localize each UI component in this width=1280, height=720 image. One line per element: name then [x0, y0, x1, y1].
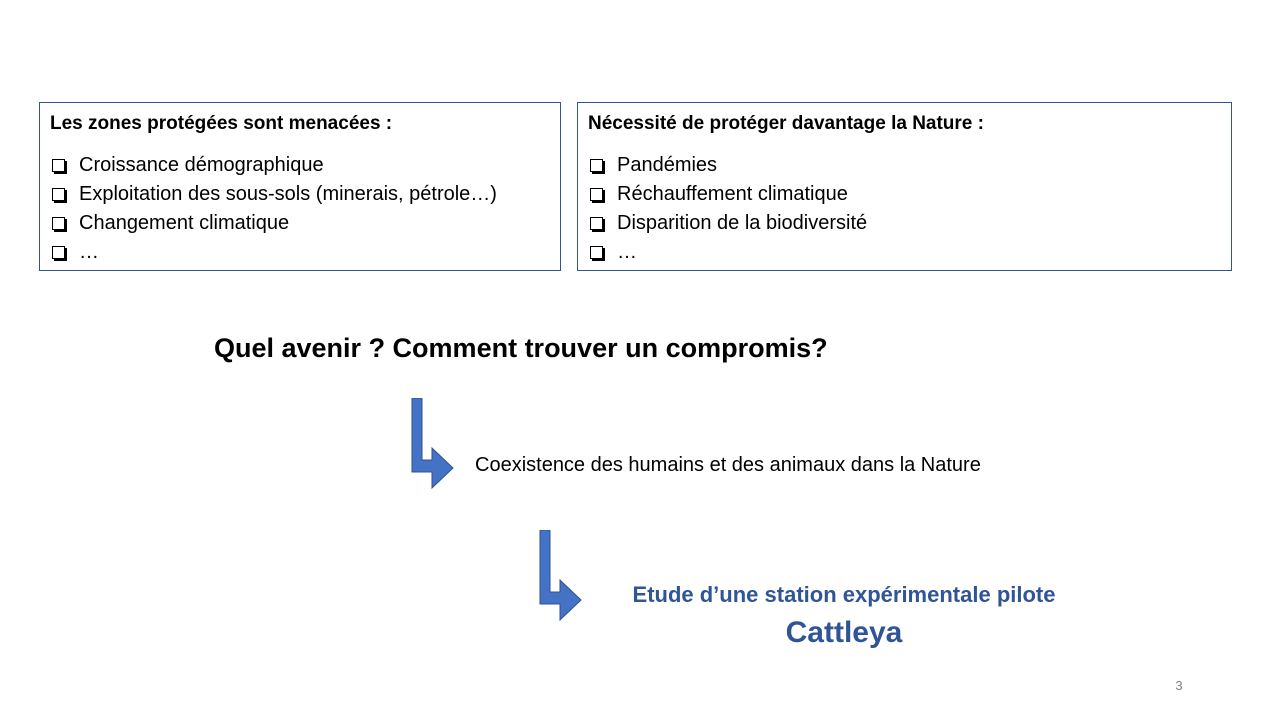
- needs-box: [577, 102, 1232, 271]
- list-item-label: Pandémies: [617, 154, 718, 176]
- list-item-label: Disparition de la biodiversité: [617, 212, 868, 234]
- checkbox-icon: [590, 246, 603, 259]
- list-item-label: …: [79, 241, 99, 263]
- list-item-label: Exploitation des sous-sols (minerais, pétrole…): [79, 183, 497, 205]
- needs-title: Nécessité de protéger davantage la Nature :: [588, 113, 984, 134]
- page-number: 3: [1175, 678, 1183, 693]
- station-name: Cattleya: [785, 616, 903, 649]
- list-item: [50, 209, 497, 238]
- threats-title: Les zones protégées sont menacées :: [50, 113, 393, 134]
- bent-arrow-right-icon: [410, 398, 456, 490]
- list-item-label: Réchauffement climatique: [617, 183, 848, 205]
- list-item: [588, 209, 867, 238]
- needs-list: [588, 151, 867, 267]
- bent-arrow-right-icon: [538, 530, 584, 622]
- study-title: Etude d’une station expérimentale pilote: [632, 582, 1056, 607]
- list-item: [588, 180, 867, 209]
- checkbox-icon: [52, 159, 65, 172]
- checkbox-icon: [590, 217, 603, 230]
- list-item: [588, 151, 867, 180]
- list-item: [50, 180, 497, 209]
- coexistence-text: Coexistence des humains et des animaux dans la Nature: [475, 454, 981, 476]
- checkbox-icon: [52, 188, 65, 201]
- checkbox-icon: [52, 246, 65, 259]
- checkbox-icon: [590, 159, 603, 172]
- list-item-label: …: [617, 241, 637, 263]
- list-item-label: Croissance démographique: [79, 154, 324, 176]
- list-item: [588, 238, 867, 267]
- checkbox-icon: [590, 188, 603, 201]
- checkbox-icon: [52, 217, 65, 230]
- threats-list: [50, 151, 497, 267]
- list-item: [50, 238, 497, 267]
- list-item: [50, 151, 497, 180]
- list-item-label: Changement climatique: [79, 212, 290, 234]
- threats-box: [39, 102, 561, 271]
- question-heading: Quel avenir ? Comment trouver un compromis?: [214, 333, 828, 363]
